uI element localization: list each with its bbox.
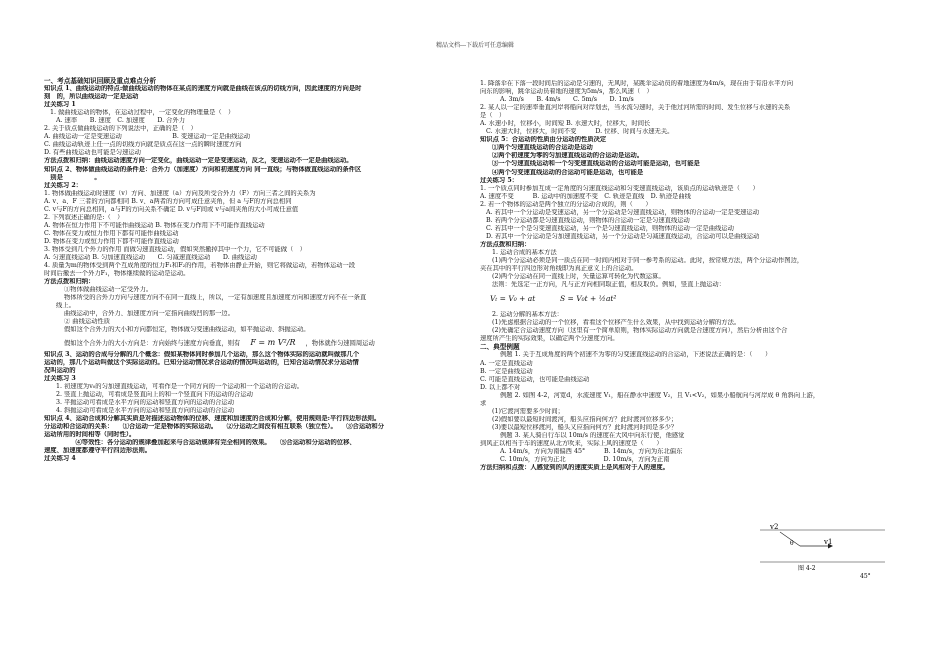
centripetal-formula: F = m V²/R [250, 337, 296, 347]
displacement-formula: S = V₀t + ½at² [560, 294, 617, 304]
text-line: 3. 物体受到几个外力的作用 而做匀速直线运动，假如突然撤掉其中一个力，它不可能做（ ） [44, 245, 306, 253]
v1-label: v1 [824, 538, 833, 546]
text-line: C. 曲线运动轨迹上任一点的切线方向就是质点在这一点的瞬时速度方向 [44, 141, 242, 149]
text-line: 过关练习 2： [44, 181, 83, 189]
text-line: 4. 斜抛运动可看成是水平方向的运动和竖直方向的运动的合运动 [56, 406, 235, 414]
text-line: (2)假如要以最短时间渡河，船头应指向何方？此时渡河位移多少； [492, 415, 678, 423]
text-line: (1)两个分运动必须是同一质点在同一时间内相对于同一参考系的运动。此时，按常规方法，两个分运动作图边， [492, 257, 804, 265]
text-line: 物体所受的合外力方向与速度方向不在同一直线上，所以，一定有加速度且加速度方向和速度方向不在一条直 [64, 294, 367, 302]
text-line: A. v、a、F 三者的方向都相同 B. v、a两者的方向可成任意夹角，但 a 与F的方向总相同 [44, 197, 292, 205]
text-line: 向东的影响，跳伞运动员着地的速度为5m/s，那么风速（ ） [480, 88, 653, 96]
text-line: A. 速度不变 B. 运动中的加速度不变 C. 轨迹是直线 D. 轨迹是曲线 [480, 192, 691, 200]
text-line: 2. 竖直上抛运动，可看成是竖直向上的和一个竖直向下的运动的合运动 [56, 390, 253, 398]
text-line: ③一个匀速直线运动和一个匀变速直线运动的合运动可能是运动，也可能是 [492, 160, 700, 168]
text-line: 2. 若一个物体的运动是两个独立的分运动合成的，则（ ） [480, 200, 652, 208]
text-line: (2)两个分运动在同一直线上时，矢量运算可转化为代数运算。 [492, 273, 665, 281]
text-line: 运动所用的时间相等（同时性）。 [44, 430, 136, 438]
text-line: 知识点 2、物体做曲线运动的条件是：合外力（加速度）方向和初速度方向 同一直线；与物体做直线运动的条件区 [44, 165, 362, 173]
formula-lead-text: 假如这个合外力的大小方向是：方向始终与速度方向垂直，则有 [64, 339, 241, 347]
text-line: A. 速率 B. 速度 C. 加速度 D. 合外力 [56, 117, 186, 125]
text-line: 知识点 3、运动的合成与分解的几个概念：假如某物体同时参加几个运动，那么这个物体实际的运动就叫做那几个 [44, 350, 360, 358]
text-line: (1)它渡河需要多少时间； [492, 407, 564, 415]
text-line: 2. 下列叙述正确的是:（ ） [44, 213, 124, 221]
text-line: ② 曲线运动性质 [64, 318, 111, 326]
text-line: 例题 2. 如图 4-2，河宽d，水流速度 V₁，船在静水中速度 V₂，且 V₁<V₂，如果小船航向与河岸成 θ 角斜向上游， [500, 391, 820, 399]
angle-label: 45° [860, 573, 871, 580]
formula-tail-text: ，物体就作匀速圆周运动 [305, 339, 375, 347]
text-line: 知识点 5：合运动的性质由分运动的性质决定 [480, 136, 607, 144]
text-line: 过关练习 1 [44, 101, 76, 109]
text-line: A. 水速小时，位移小，时间短 B. 水速大时，位移大，时间长 [480, 120, 651, 128]
text-line: 1. 初速度为v₀的匀加速直线运动，可看作是一个同方向的一个运动和一个运动的合运动。 [56, 382, 304, 390]
text-line: 二、典型例题 [480, 343, 520, 352]
left-column [44, 77, 462, 463]
text-line: A. 曲线运动一定是变速运动 B. 变速运动一定是曲线运动 [44, 133, 251, 141]
velocity-formula: Vₜ = V₀ + at [490, 294, 536, 304]
text-line: 速度所产生的实际效果，以确定两个分速度方向。 [480, 335, 619, 343]
text-line: B. 若两个分运动都是匀速直线运动，则物体的合运动一定是匀速直线运动 [486, 216, 690, 224]
text-line: 例题 1. 关于互成角度的两个初速不为零的匀变速直线运动的合运动，下述说法正确的是：（ ） [500, 351, 772, 359]
text-line: 方法点拨和归纳：曲线运动速度方向一定变化，曲线运动一定是变速运动，反之，变速运动不一定是曲线运动。 [44, 157, 353, 165]
right-column [480, 80, 910, 472]
text-line: 是（ ） [480, 112, 506, 120]
text-line: 过关练习 5： [480, 176, 519, 184]
text-line: 到风正以相当于车的速度从北方吹来，实际上风的速度是（ ） [480, 439, 663, 447]
text-line: D. 若其中一个分运动是匀加速直线运动，另一个分运动是匀减速直线运动，合运动可以是曲线运动 [486, 232, 760, 240]
theta-label: θ [790, 540, 794, 547]
text-line: C. 若其中一个是匀变速直线运动，另一个是匀速直线运动，则物体的运动一定是曲线运动 [486, 224, 734, 232]
text-line: 况叫运动的 [44, 366, 76, 374]
text-line: ②两个初速度为零的匀加速直线运动的合运动是运动。 [492, 152, 644, 160]
text-line: ④两个匀变速直线运动的合运动可能是运动，也可能是 [492, 168, 644, 176]
kinematics-formulas [480, 289, 910, 311]
text-line: 3. 平抛运动可看成是水平方向的运动和竖直方向的运动的合运动 [56, 398, 235, 406]
text-line: C. v与F的方向总相同，a与F的方向关系不确定 D. v与F间或 v与a间夹角的大小可成任意值 [44, 205, 299, 213]
text-line: 曲线运动中，合外力、加速度方向一定指向曲线凹的那一边。 [64, 310, 235, 318]
text-line: 速度、加速度都遵守平行四边形法则。 [44, 447, 152, 455]
text-line: 方法点拨和归纳： [480, 240, 531, 248]
text-line: B. 一定是曲线运动 [480, 367, 533, 375]
text-line: 1. 物体做曲线运动时速度（v）方向、加速度（a）方向及所受合外力（F）方向三者之间的关系为 [44, 189, 316, 197]
text-line: D. 有些曲线运动也可能是匀速运动 [44, 149, 141, 157]
text-line: A. 14m/s，方向为南偏西 45° B. 14m/s，方向为东北偏东 [500, 448, 683, 456]
river-crossing-figure [760, 520, 890, 580]
text-line: 2. 运动分解的基本方法： [492, 311, 563, 319]
text-line: A. 3m/s B. 4m/s C. 5m/s D. 1m/s [500, 96, 634, 104]
text-line: ①两个匀速直线运动的合运动是运动 [492, 144, 593, 152]
figure-caption: 图 4-2 [798, 565, 816, 572]
centripetal-force-line [44, 335, 462, 351]
text-line: 时间后撤去一个外力F₁，物体继续做的运动是运动。 [44, 270, 190, 278]
text-line: 方法归纳和点拨：人感觉到的风的速度实质上是风相对于人的速度。 [480, 464, 669, 472]
text-line: A. 一定是直线运动 [480, 359, 533, 367]
text-line: 法则：先选定一正方向，凡与正方向相同取正值，相反取负。例如，竖直上抛运动： [492, 281, 725, 289]
text-line: 2. 关于质点做曲线运动的下列说法中，正确的是（ ） [44, 125, 197, 133]
text-line: C. 水速大时，位移大，时间不变 D. 位移、时间与水速无关。 [486, 128, 674, 136]
text-line: A. 匀速直线运动 B. 匀加速直线运动 C. 匀减速直线运动 D. 曲线运动 [44, 254, 257, 262]
text-line: ①物体做曲线运动一定受外力。 [64, 286, 153, 294]
page-header: 精品文档---下载后可任意编辑 [435, 42, 515, 49]
text-line: A. 若其中一个分运动是变速运动，另一个分运动是匀速直线运动，则物体的合运动一定是变速运动 [486, 208, 760, 216]
text-line: 1. 一个质点同时参加互成一定角度的匀速直线运动和匀变速直线运动，该质点的运动轨迹是（ ） [480, 184, 759, 192]
text-line: C. 物体在变力或恒力作用下都有可能作曲线运动 [44, 229, 179, 237]
text-line: 1. 降落伞在下落一段时间后的运动是匀速的，无风时，某跳伞运动员的着地速度为4m/s，现在由于有沿水平方向 [480, 80, 793, 87]
text-line: 线上。 [56, 302, 75, 310]
text-line: 假如这个合外力的大小和方向都恒定，物体做匀变速曲线运动，如平抛运动、斜抛运动。 [64, 326, 310, 334]
text-line: 分运动和合运动的关系： ①合运动一定是物体的实际运动。 ②分运动之间没有相互联系（独立性）。 ③合运动和分 [44, 422, 385, 430]
text-line: 例题 3. 某人骑自行车以 10m/s 的速度在大风中向东行使，他感觉 [500, 431, 685, 439]
text-line: 一、考点基础知识回顾及重点难点分析 [44, 77, 157, 85]
text-line: 刻 的，所以曲线运动一定是运动 [44, 93, 139, 101]
text-line: (1)先虑根据合运动的一个位移，看看这个位移产生什么效果，从中找到运动分解的方法。 [492, 319, 741, 327]
text-line: C. 10m/s，方向为正北 D. 10m/s，方向为正南 [500, 456, 670, 464]
text-line: 别是 。 [44, 173, 101, 181]
text-line: 过关练习 3 [44, 374, 76, 382]
text-line: D. 物体在变力或恒力作用下都不可能作直线运动 [44, 237, 179, 245]
text-line: ④等效性：各分运动的规律叠加起来与合运动规律有完全相同的效果。 ⑤合运动和分运动的位移、 [44, 439, 356, 447]
text-line: (3)要以最短位移渡河，船头又应指向何方？此时渡河时间是多少？ [492, 423, 678, 431]
text-line: 运动的，那几个运动叫做这个实际运动的。已知分运动情况求合运动的情况叫运动的，已知合运动情况求分运动情 [44, 358, 359, 366]
text-line: A. 物体在恒力作用下不可能作曲线运动 B. 物体在变力作用下不可能作直线运动 [44, 221, 265, 229]
text-line: 2. 某人以一定的速率垂直河岸将船向对岸划去，当水流匀速时，关于他过河所需的时间、发生位移与水速的关系 [480, 104, 791, 112]
text-line: C. 可能是直线运动，也可能是曲线运动 [480, 375, 590, 383]
text-line: 1. 做曲线运动的物体，在运动过程中，一定变化的物理量是（ ） [50, 109, 235, 117]
text-line: 知识点 4、运动合成和分解其实质是对描述运动物体的位移、速度和加速度的合成和分解，使用规则是:平行四边形法则。 [44, 414, 381, 422]
text-line: 4. 质量为m的物体受到两个互成角度的恒力F₁和F₂的作用，若物体由静止开始，则它将做运动，若物体运动一段 [44, 262, 356, 270]
text-line: 方法点拨和归纳： [44, 278, 95, 286]
text-line: 求 [480, 399, 487, 407]
text-line: 知识点 1、曲线运动的特点:做曲线运动的物体在某点的速度方向就是曲线在该点的切线方向，因此速度的方向是时 [44, 85, 362, 93]
text-line: 过关练习 4 [44, 455, 76, 463]
text-line: 1. 运动合成的基本方法 [492, 248, 557, 256]
v2-label: v2 [770, 523, 779, 531]
text-line: 夹在其中的平行四边形对角线即为真正意义上的合运动。 [480, 265, 638, 273]
text-line: (2)先确定合运动速度方向（这里有一个简单原则，物体实际运动方向就是合速度方向），然后分析由这个合 [492, 327, 788, 335]
text-line: D. 以上都不对 [480, 383, 521, 391]
